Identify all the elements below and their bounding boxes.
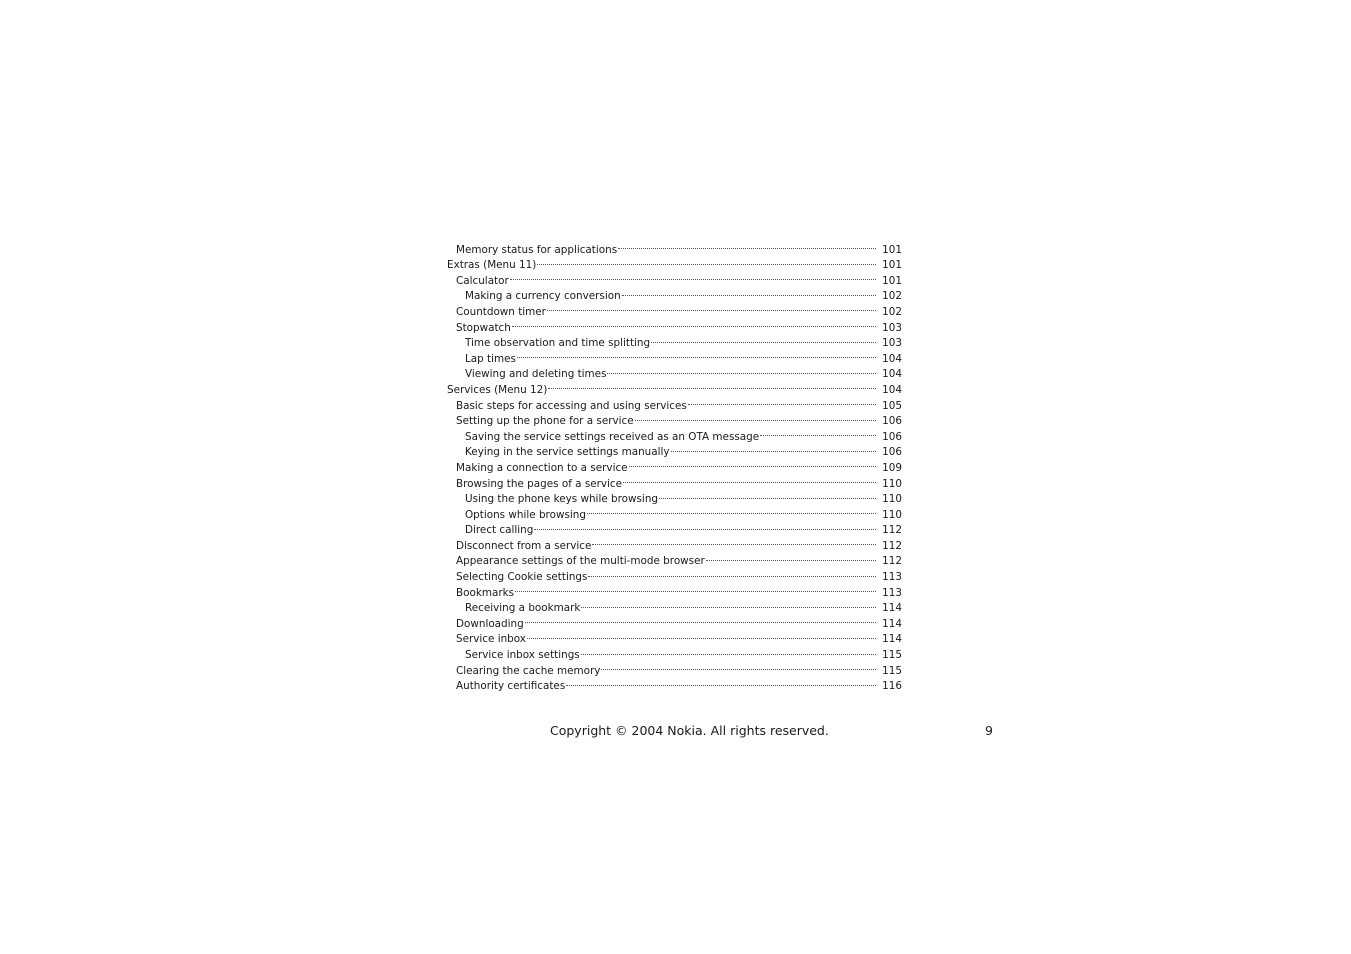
toc-leader-dots bbox=[527, 627, 880, 643]
toc-entry-title: Basic steps for accessing and using services bbox=[456, 399, 687, 412]
toc-leader-dots bbox=[581, 642, 880, 658]
toc-leader-dots bbox=[651, 331, 880, 347]
toc-entry-title: Keying in the service settings manually bbox=[465, 446, 670, 459]
toc-entry-page: 104 bbox=[882, 383, 902, 396]
toc-entry[interactable] bbox=[447, 237, 902, 256]
toc-entry-title: Making a connection to a service bbox=[456, 461, 628, 474]
toc-entry-title: Setting up the phone for a service bbox=[456, 415, 634, 428]
toc-entry[interactable] bbox=[447, 580, 902, 599]
toc-leader-dots bbox=[548, 377, 880, 393]
toc-entry-title: Making a currency conversion bbox=[465, 290, 621, 303]
toc-leader-dots bbox=[581, 596, 880, 612]
toc-leader-dots bbox=[601, 658, 880, 674]
toc-entry-page: 113 bbox=[882, 586, 902, 599]
toc-entry-page: 103 bbox=[882, 337, 902, 350]
toc-entry-page: 105 bbox=[882, 399, 902, 412]
toc-entry[interactable] bbox=[447, 284, 902, 303]
toc-entry-title: Downloading bbox=[456, 617, 524, 630]
toc-leader-dots bbox=[706, 549, 880, 565]
toc-entry-title: Service inbox settings bbox=[465, 649, 580, 662]
toc-entry-page: 113 bbox=[882, 571, 902, 584]
toc-entry-title: Browsing the pages of a service bbox=[456, 477, 623, 490]
toc-leader-dots bbox=[534, 518, 880, 534]
toc-entry-page: 102 bbox=[882, 290, 902, 303]
table-of-contents bbox=[447, 237, 902, 693]
toc-entry-page: 103 bbox=[882, 321, 902, 334]
toc-entry-page: 114 bbox=[882, 617, 902, 630]
toc-entry-title: Memory status for applications bbox=[456, 243, 618, 256]
toc-entry-page: 114 bbox=[882, 633, 902, 646]
toc-entry-page: 104 bbox=[882, 352, 902, 365]
toc-leader-dots bbox=[629, 455, 880, 471]
toc-entry-page: 106 bbox=[882, 446, 902, 459]
toc-entry[interactable] bbox=[447, 268, 902, 287]
toc-entry-title: Extras (Menu 11) bbox=[447, 259, 537, 272]
toc-entry-title: Time observation and time splitting bbox=[465, 337, 651, 350]
toc-leader-dots bbox=[525, 611, 880, 627]
toc-entry-page: 101 bbox=[882, 243, 902, 256]
toc-leader-dots bbox=[688, 393, 880, 409]
toc-entry-title: Clearing the cache memory bbox=[456, 664, 601, 677]
toc-entry-page: 106 bbox=[882, 415, 902, 428]
toc-entry-page: 114 bbox=[882, 602, 902, 615]
toc-entry-page: 106 bbox=[882, 430, 902, 443]
toc-entry-title: Direct calling bbox=[465, 524, 534, 537]
toc-entry-title: Receiving a bookmark bbox=[465, 602, 581, 615]
toc-entry-title: Stopwatch bbox=[456, 321, 511, 334]
toc-entry-page: 112 bbox=[882, 539, 902, 552]
toc-entry-page: 101 bbox=[882, 274, 902, 287]
toc-leader-dots bbox=[760, 424, 880, 440]
page-number: 9 bbox=[985, 723, 993, 738]
toc-entry[interactable] bbox=[447, 331, 902, 350]
toc-entry-page: 110 bbox=[882, 477, 902, 490]
copyright-notice: Copyright © 2004 Nokia. All rights reserved. bbox=[550, 723, 829, 738]
toc-leader-dots bbox=[659, 487, 880, 503]
toc-leader-dots bbox=[537, 253, 880, 269]
toc-leader-dots bbox=[607, 362, 880, 378]
toc-entry-page: 110 bbox=[882, 508, 902, 521]
toc-leader-dots bbox=[671, 440, 880, 456]
toc-leader-dots bbox=[623, 471, 880, 487]
toc-entry[interactable] bbox=[447, 596, 902, 615]
toc-leader-dots bbox=[635, 409, 880, 425]
toc-entry-page: 102 bbox=[882, 305, 902, 318]
toc-entry-page: 116 bbox=[882, 680, 902, 693]
toc-entry-page: 109 bbox=[882, 461, 902, 474]
toc-leader-dots bbox=[587, 502, 880, 518]
toc-entry-page: 101 bbox=[882, 259, 902, 272]
toc-leader-dots bbox=[566, 674, 880, 690]
toc-leader-dots bbox=[517, 346, 880, 362]
toc-entry-title: Countdown timer bbox=[456, 305, 546, 318]
toc-entry[interactable] bbox=[447, 315, 902, 334]
toc-entry-page: 115 bbox=[882, 649, 902, 662]
toc-leader-dots bbox=[547, 299, 880, 315]
toc-entry-title: Options while browsing bbox=[465, 508, 586, 521]
toc-entry-page: 104 bbox=[882, 368, 902, 381]
toc-entry-title: Lap times bbox=[465, 352, 516, 365]
toc-leader-dots bbox=[510, 268, 880, 284]
toc-entry-page: 110 bbox=[882, 493, 902, 506]
toc-entry-title: Disconnect from a service bbox=[456, 539, 592, 552]
toc-entry-page: 112 bbox=[882, 555, 902, 568]
toc-entry-title: Saving the service settings received as an OTA message bbox=[465, 430, 760, 443]
toc-entry-title: Viewing and deleting times bbox=[465, 368, 607, 381]
toc-entry-title: Services (Menu 12) bbox=[447, 383, 548, 396]
toc-entry-title: Selecting Cookie settings bbox=[456, 571, 588, 584]
toc-entry-title: Authority certificates bbox=[456, 680, 566, 693]
toc-leader-dots bbox=[515, 580, 880, 596]
toc-leader-dots bbox=[512, 315, 880, 331]
toc-leader-dots bbox=[622, 284, 880, 300]
toc-entry-page: 112 bbox=[882, 524, 902, 537]
toc-entry-title: Calculator bbox=[456, 274, 509, 287]
toc-entry-title: Appearance settings of the multi-mode browser bbox=[456, 555, 705, 568]
toc-entry-title: Using the phone keys while browsing bbox=[465, 493, 658, 506]
toc-entry-title: Service inbox bbox=[456, 633, 526, 646]
toc-leader-dots bbox=[592, 533, 880, 549]
toc-entry-page: 115 bbox=[882, 664, 902, 677]
toc-entry-title: Bookmarks bbox=[456, 586, 515, 599]
toc-leader-dots bbox=[618, 237, 880, 253]
toc-leader-dots bbox=[588, 564, 880, 580]
